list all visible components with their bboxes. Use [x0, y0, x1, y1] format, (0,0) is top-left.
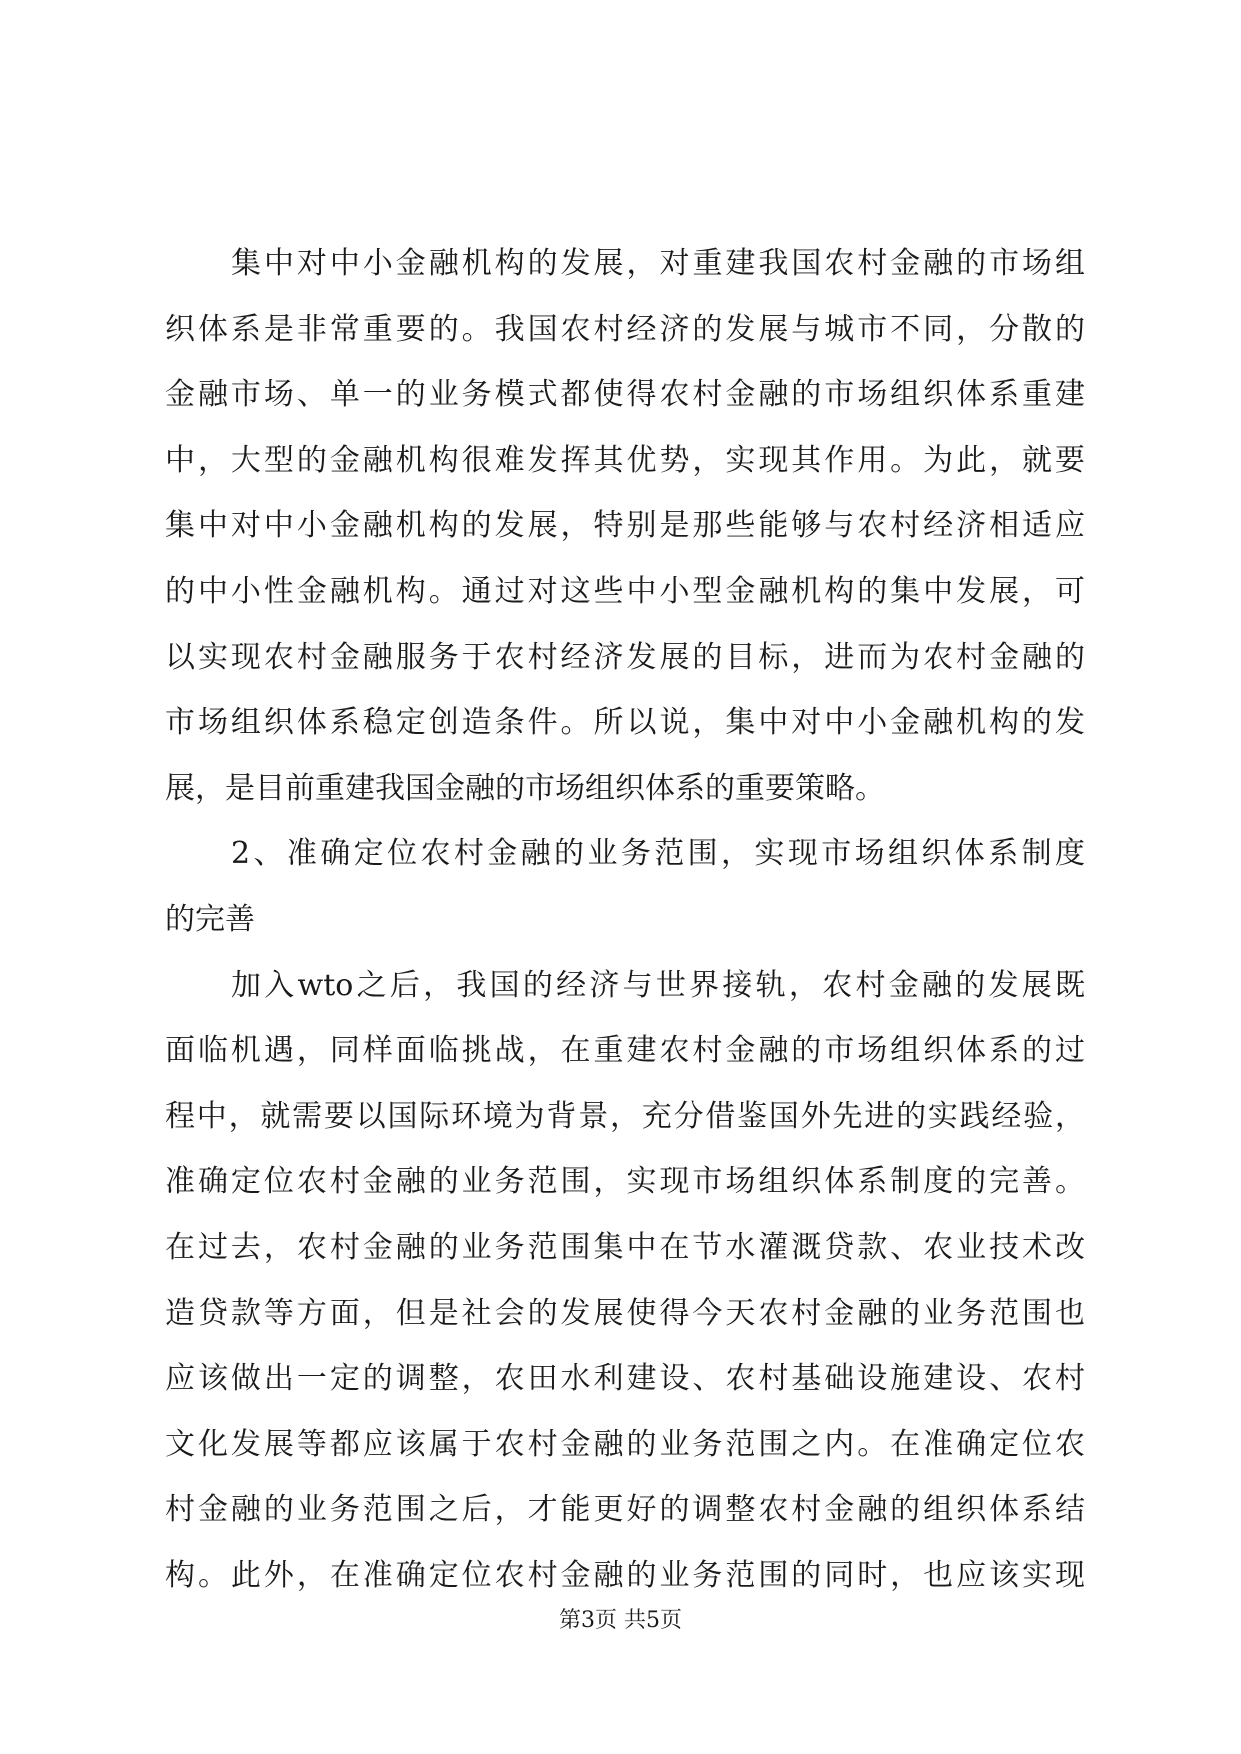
text-line: 中，大型的金融机构很难发挥其优势，实现其作用。为此，就要 [165, 442, 1085, 478]
text-line: 村金融的业务范围之后，才能更好的调整农村金融的组织体系结 [165, 1492, 1085, 1528]
text-line: 市场组织体系稳定创造条件。所以说，集中对中小金融机构的发 [165, 705, 1085, 741]
text-line: 加入wto之后，我国的经济与世界接轨，农村金融的发展既 [231, 967, 1085, 1003]
text-line: 面临机遇，同样面临挑战，在重建农村金融的市场组织体系的过 [165, 1033, 1085, 1069]
text-line: 程中，就需要以国际环境为背景，充分借鉴国外先进的实践经验， [165, 1098, 1085, 1134]
body-text [165, 231, 1085, 1608]
text-line: 织体系是非常重要的。我国农村经济的发展与城市不同，分散的 [165, 311, 1085, 347]
text-line: 以实现农村金融服务于农村经济发展的目标，进而为农村金融的 [165, 639, 1085, 675]
page-number-footer: 第3页 共5页 [559, 1608, 682, 1633]
section-heading-line: 的完善 [165, 901, 255, 937]
text-line: 准确定位农村金融的业务范围，实现市场组织体系制度的完善。 [165, 1164, 1085, 1200]
text-line: 的中小性金融机构。通过对这些中小型金融机构的集中发展，可 [165, 573, 1085, 609]
text-line: 构。此外，在准确定位农村金融的业务范围的同时，也应该实现 [165, 1557, 1085, 1593]
text-line: 在过去，农村金融的业务范围集中在节水灌溉贷款、农业技术改 [165, 1229, 1085, 1265]
text-line: 集中对中小金融机构的发展，对重建我国农村金融的市场组 [231, 246, 1085, 281]
text-line: 造贷款等方面，但是社会的发展使得今天农村金融的业务范围也 [165, 1295, 1085, 1331]
text-line: 金融市场、单一的业务模式都使得农村金融的市场组织体系重建 [165, 377, 1085, 413]
text-line: 应该做出一定的调整，农田水利建设、农村基础设施建设、农村 [165, 1361, 1085, 1397]
text-line: 文化发展等都应该属于农村金融的业务范围之内。在准确定位农 [165, 1426, 1085, 1462]
text-line: 展，是目前重建我国金融的市场组织体系的重要策略。 [165, 770, 885, 806]
text-line: 集中对中小金融机构的发展，特别是那些能够与农村经济相适应 [165, 508, 1085, 544]
section-heading-line: 2、准确定位农村金融的业务范围，实现市场组织体系制度 [231, 836, 1085, 872]
